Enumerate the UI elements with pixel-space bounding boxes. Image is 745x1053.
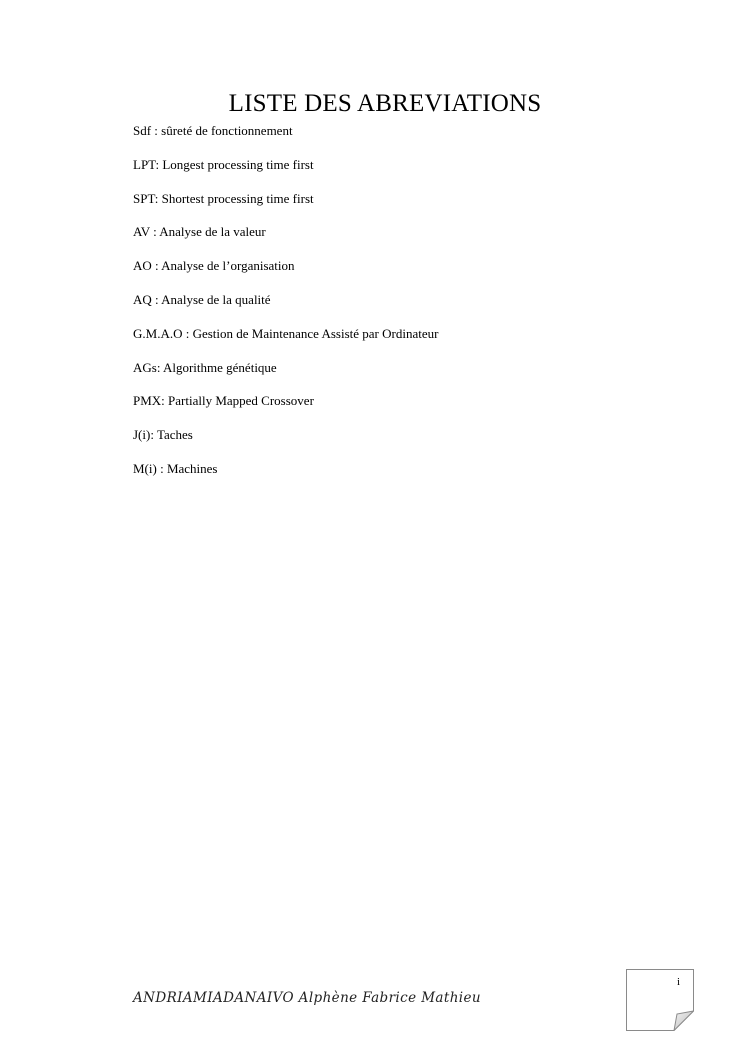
abbreviation-item: G.M.A.O : Gestion de Maintenance Assisté par Ordinateur — [133, 325, 439, 341]
abbreviation-item: AO : Analyse de l’organisation — [133, 258, 295, 274]
abbreviation-item: SPT: Shortest processing time first — [133, 190, 314, 206]
page-curl-icon — [626, 969, 694, 1031]
abbreviation-item: LPT: Longest processing time first — [133, 156, 314, 172]
abbreviation-item: M(i) : Machines — [133, 460, 218, 476]
abbreviation-item: AQ : Analyse de la qualité — [133, 291, 271, 307]
abbreviation-item: J(i): Taches — [133, 427, 193, 443]
abbreviation-item: Sdf : sûreté de fonctionnement — [133, 123, 293, 138]
footer-author-name: ANDRIAMIADANAIVO Alphène Fabrice Mathieu — [133, 990, 481, 1006]
abbreviation-item: AGs: Algorithme génétique — [133, 359, 277, 375]
abbreviation-item: AV : Analyse de la valeur — [133, 224, 266, 240]
abbreviation-item: PMX: Partially Mapped Crossover — [133, 393, 314, 409]
abbreviation-list — [133, 122, 438, 494]
page-title: LISTE DES ABREVIATIONS — [228, 90, 542, 117]
page-number: i — [677, 976, 681, 988]
